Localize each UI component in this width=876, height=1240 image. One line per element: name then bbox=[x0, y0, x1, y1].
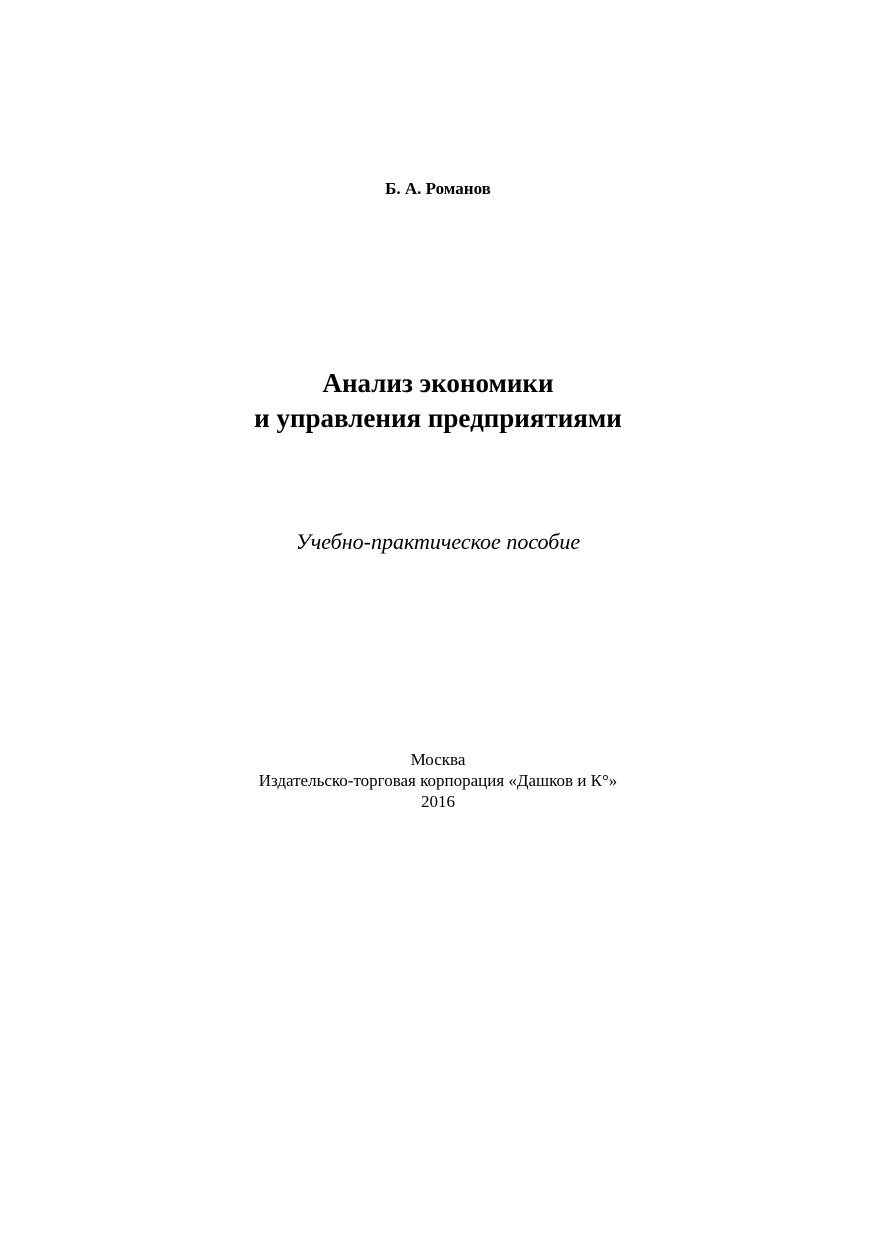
book-subtitle: Учебно-практическое пособие bbox=[295, 529, 581, 554]
imprint-city: Москва bbox=[410, 750, 466, 769]
book-title bbox=[0, 366, 876, 436]
imprint-publisher: Издательско-торговая корпорация «Дашков и К°» bbox=[258, 771, 618, 790]
imprint-year: 2016 bbox=[421, 792, 455, 811]
author-name: Б. А. Романов bbox=[385, 179, 491, 198]
book-title-line-2: и управления предприятиями bbox=[254, 403, 622, 433]
book-title-line-1: Анализ экономики bbox=[322, 368, 554, 398]
imprint bbox=[0, 749, 876, 812]
